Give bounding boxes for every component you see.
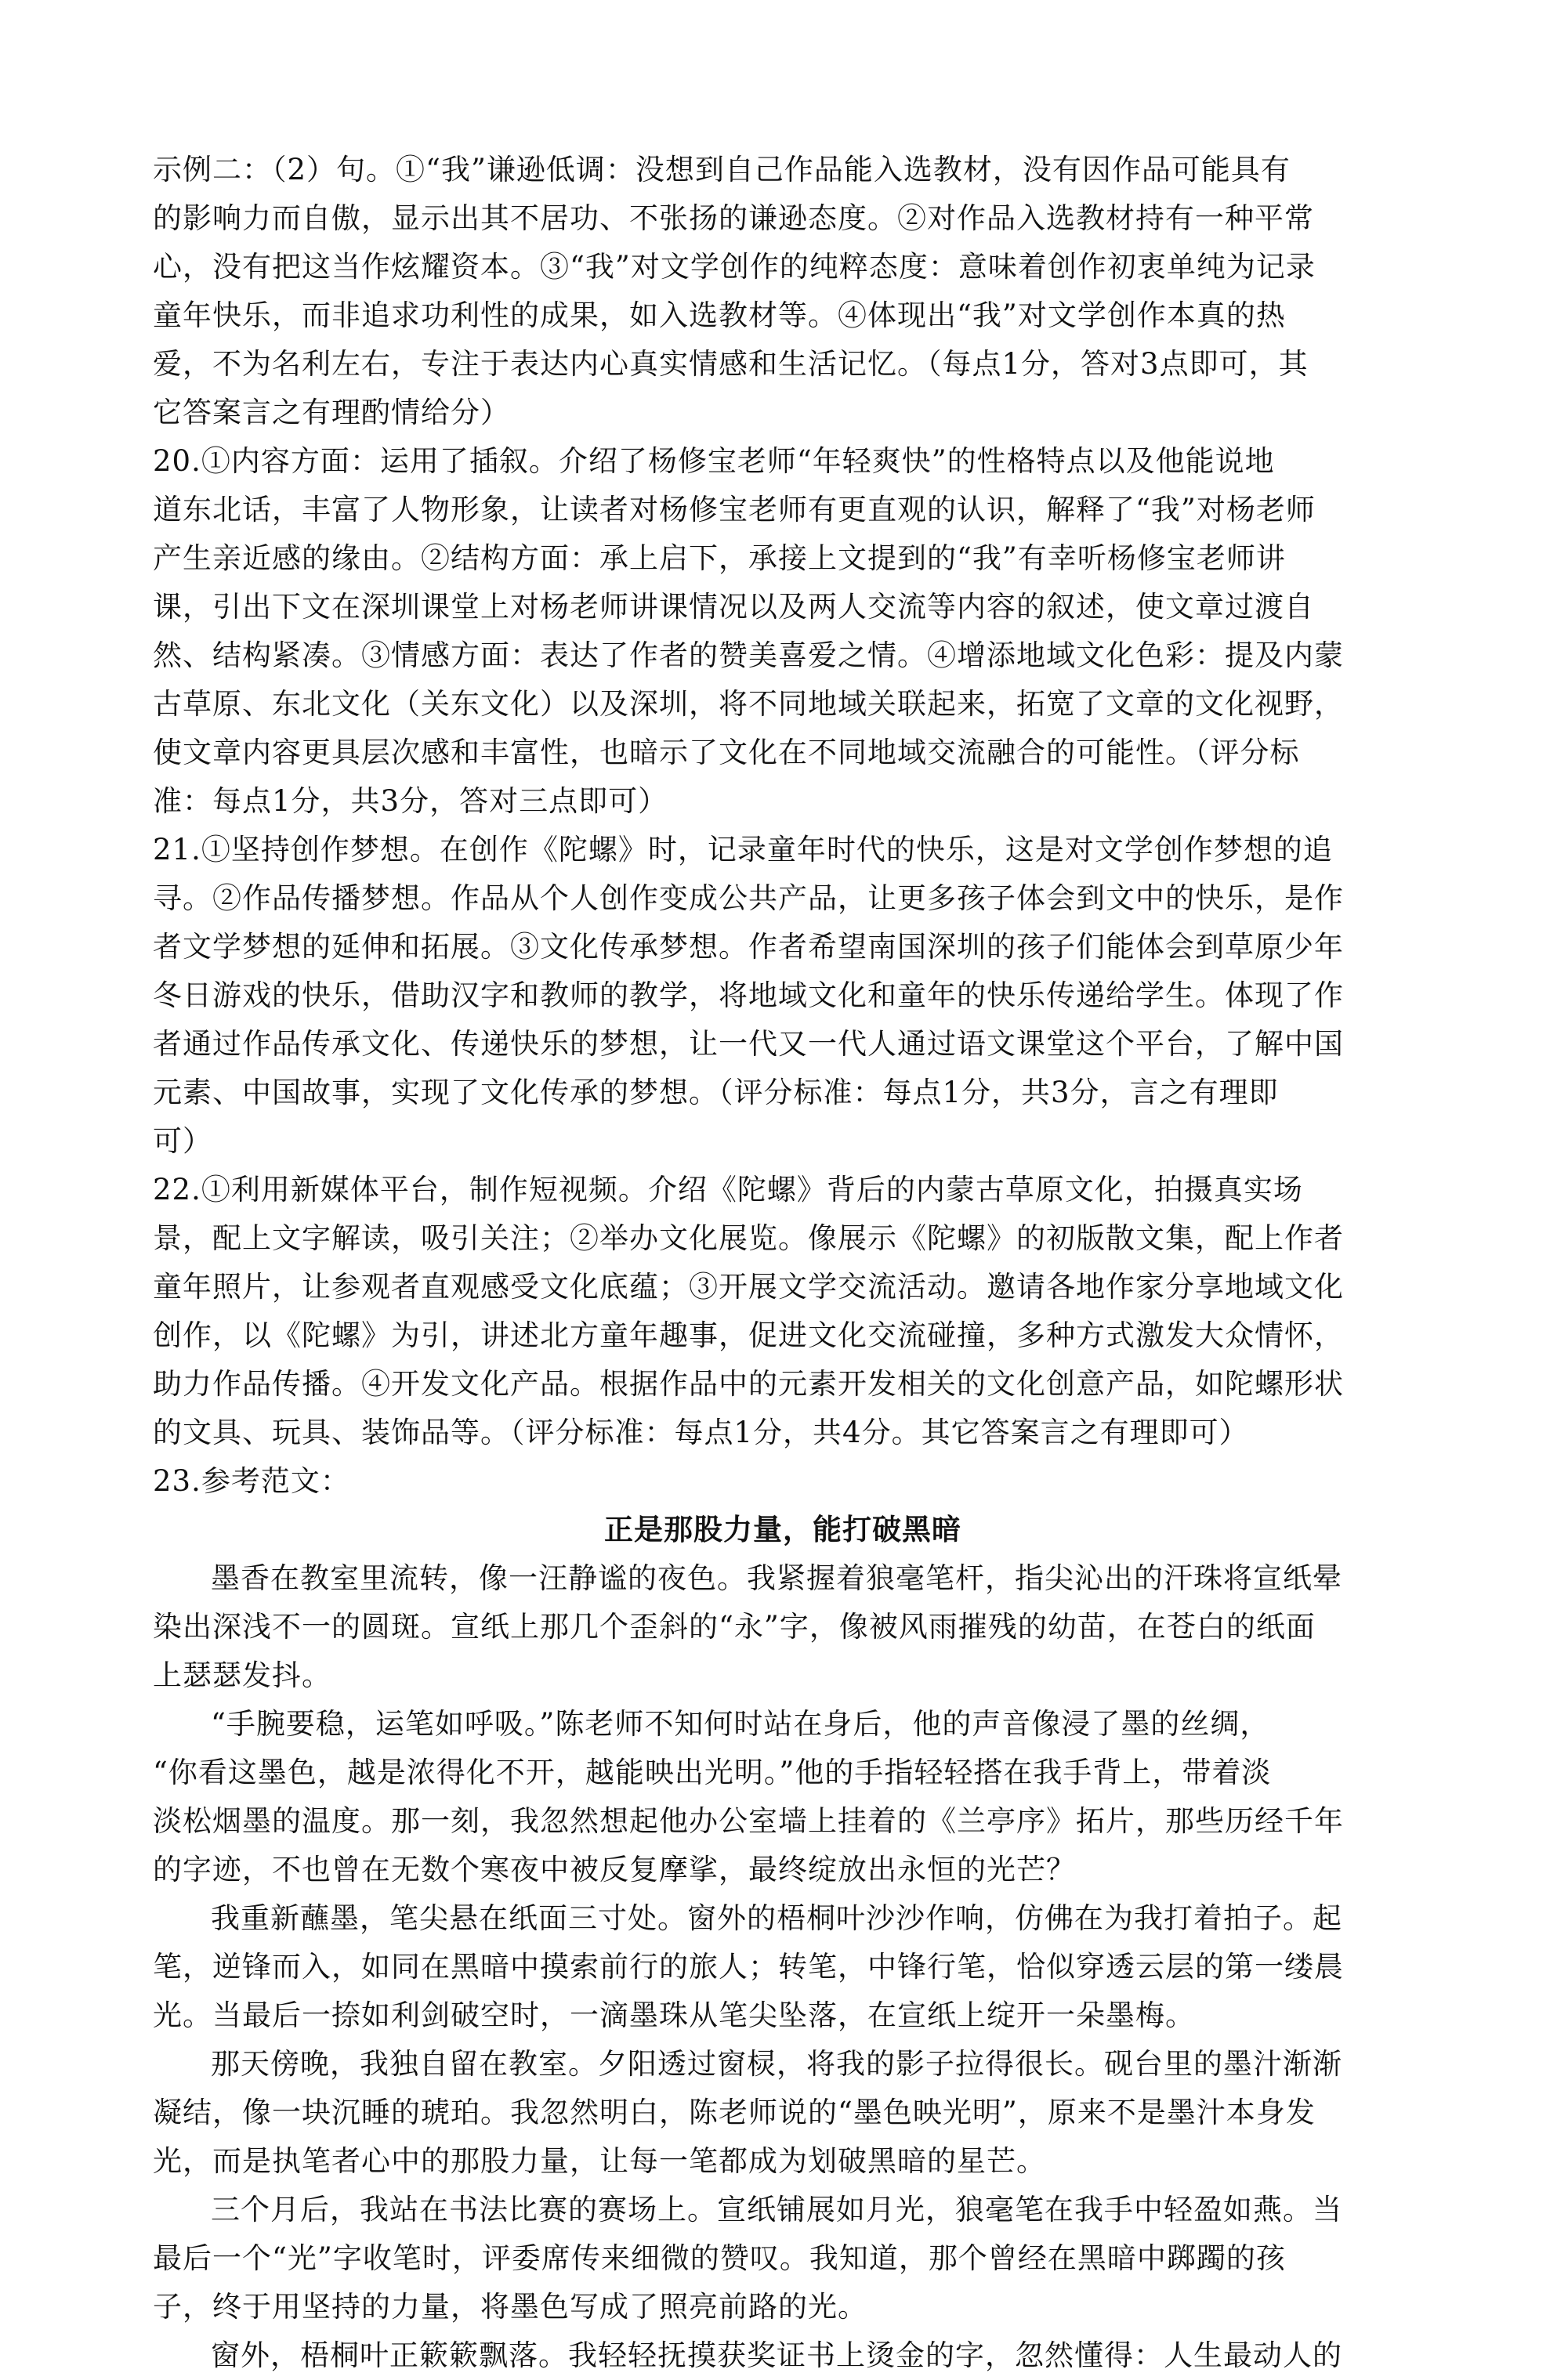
text-line: 课，引出下文在深圳课堂上对杨老师讲课情况以及两人交流等内容的叙述，使文章过渡自 xyxy=(153,590,1314,624)
essay-line: 染出深浅不一的圆斑。宣纸上那几个歪斜的“永”字，像被风雨摧残的幼苗，在苍白的纸面 xyxy=(153,1610,1316,1644)
essay-line: 的字迹，不也曾在无数个寒夜中被反复摩挲，最终绽放出永恒的光芒？ xyxy=(153,1853,1076,1886)
text-line: 的影响力而自傲，显示出其不居功、不张扬的谦逊态度。②对作品入选教材持有一种平常 xyxy=(153,201,1314,235)
essay-line: 光，而是执笔者心中的那股力量，让每一笔都成为划破黑暗的星芒。 xyxy=(153,2144,1046,2178)
essay-title: 正是那股力量，能打破黑暗 xyxy=(604,1513,961,1546)
essay-line: 上瑟瑟发抖。 xyxy=(153,1658,331,1692)
answer-page xyxy=(153,146,1413,2380)
essay-line: 子，终于用坚持的力量，将墨色写成了照亮前路的光。 xyxy=(153,2290,867,2324)
text-line: 22.①利用新媒体平台，制作短视频。介绍《陀螺》背后的内蒙古草原文化，拍摄真实场 xyxy=(153,1173,1303,1206)
text-line: 爱，不为名利左右，专注于表达内心真实情感和生活记忆。（每点1分，答对3点即可，其 xyxy=(153,347,1309,381)
text-line: 可） xyxy=(153,1124,212,1158)
text-line: 古草原、东北文化（关东文化）以及深圳，将不同地域关联起来，拓宽了文章的文化视野， xyxy=(153,687,1344,721)
text-line: 创作，以《陀螺》为引，讲述北方童年趣事，促进文化交流碰撞，多种方式激发大众情怀， xyxy=(153,1318,1344,1352)
essay-line: 窗外，梧桐叶正簌簌飘落。我轻轻抚摸获奖证书上烫金的字，忽然懂得：人生最动人的 xyxy=(211,2338,1342,2372)
text-line: 产生亲近感的缘由。②结构方面：承上启下，承接上文提到的“我”有幸听杨修宝老师讲 xyxy=(153,541,1286,575)
text-line: 元素、中国故事，实现了文化传承的梦想。（评分标准：每点1分，共3分，言之有理即 xyxy=(153,1076,1279,1109)
text-line: 童年快乐，而非追求功利性的成果，如入选教材等。④体现出“我”对文学创作本真的热 xyxy=(153,298,1286,332)
essay-line: 笔，逆锋而入，如同在黑暗中摸索前行的旅人；转笔，中锋行笔，恰似穿透云层的第一缕晨 xyxy=(153,1950,1344,1984)
text-line: 心，没有把这当作炫耀资本。③“我”对文学创作的纯粹态度：意味着创作初衷单纯为记录 xyxy=(153,250,1316,284)
text-line: 童年照片，让参观者直观感受文化底蕴；③开展文学交流活动。邀请各地作家分享地域文化 xyxy=(153,1270,1344,1304)
essay-line: 凝结，像一块沉睡的琥珀。我忽然明白，陈老师说的“墨色映光明”，原来不是墨汁本身发 xyxy=(153,2096,1316,2129)
text-line: 助力作品传播。④开发文化产品。根据作品中的元素开发相关的文化创意产品，如陀螺形状 xyxy=(153,1367,1344,1401)
essay-line: 淡松烟墨的温度。那一刻，我忽然想起他办公室墙上挂着的《兰亭序》拓片，那些历经千年 xyxy=(153,1804,1344,1838)
essay-line: 墨香在教室里流转，像一汪静谧的夜色。我紧握着狼毫笔杆，指尖沁出的汗珠将宣纸晕 xyxy=(211,1561,1342,1595)
text-line: 者文学梦想的延伸和拓展。③文化传承梦想。作者希望南国深圳的孩子们能体会到草原少年 xyxy=(153,930,1344,964)
essay-body xyxy=(153,1554,1413,2380)
text-line: 寻。②作品传播梦想。作品从个人创作变成公共产品，让更多孩子体会到文中的快乐，是作 xyxy=(153,881,1344,915)
essay-line: 光。当最后一捺如利剑破空时，一滴墨珠从笔尖坠落，在宣纸上绽开一朵墨梅。 xyxy=(153,1998,1195,2032)
essay-line: “手腕要稳，运笔如呼吸。”陈老师不知何时站在身后，他的声音像浸了墨的丝绸， xyxy=(211,1707,1270,1741)
text-line: 准：每点1分，共3分，答对三点即可） xyxy=(153,784,668,818)
text-line: 使文章内容更具层次感和丰富性，也暗示了文化在不同地域交流融合的可能性。（评分标 xyxy=(153,736,1300,769)
text-line: 冬日游戏的快乐，借助汉字和教师的教学，将地域文化和童年的快乐传递给学生。体现了作 xyxy=(153,978,1344,1012)
essay-line: 最后一个“光”字收笔时，评委席传来细微的赞叹。我知道，那个曾经在黑暗中踯躅的孩 xyxy=(153,2241,1286,2275)
text-line: 20.①内容方面：运用了插叙。介绍了杨修宝老师“年轻爽快”的性格特点以及他能说地 xyxy=(153,444,1275,478)
text-line: 道东北话，丰富了人物形象，让读者对杨修宝老师有更直观的认识，解释了“我”对杨老师 xyxy=(153,493,1316,526)
text-line: 的文具、玩具、装饰品等。（评分标准：每点1分，共4分。其它答案言之有理即可） xyxy=(153,1416,1249,1449)
essay-line: 我重新蘸墨，笔尖悬在纸面三寸处。窗外的梧桐叶沙沙作响，仿佛在为我打着拍子。起 xyxy=(211,1901,1342,1935)
text-line: 21.①坚持创作梦想。在创作《陀螺》时，记录童年时代的快乐，这是对文学创作梦想的追 xyxy=(153,833,1333,866)
essay-line: 三个月后，我站在书法比赛的赛场上。宣纸铺展如月光，狼毫笔在我手中轻盈如燕。当 xyxy=(211,2193,1342,2226)
essay-line: “你看这墨色，越是浓得化不开，越能映出光明。”他的手指轻轻搭在我手背上，带着淡 xyxy=(153,1756,1272,1789)
essay-line: 那天傍晚，我独自留在教室。夕阳透过窗棂，将我的影子拉得很长。砚台里的墨汁渐渐 xyxy=(211,2047,1342,2081)
text-line: 然、结构紧凑。③情感方面：表达了作者的赞美喜爱之情。④增添地域文化色彩：提及内蒙 xyxy=(153,638,1344,672)
text-line: 景，配上文字解读，吸引关注；②举办文化展览。像展示《陀螺》的初版散文集，配上作者 xyxy=(153,1221,1344,1255)
answers-section xyxy=(153,146,1413,1506)
text-line: 23.参考范文： xyxy=(153,1464,350,1498)
text-line: 示例二：（2）句。①“我”谦逊低调：没想到自己作品能入选教材，没有因作品可能具有 xyxy=(153,153,1291,186)
text-line: 它答案言之有理酌情给分） xyxy=(153,396,510,429)
text-line: 者通过作品传承文化、传递快乐的梦想，让一代又一代人通过语文课堂这个平台，了解中国 xyxy=(153,1027,1344,1061)
